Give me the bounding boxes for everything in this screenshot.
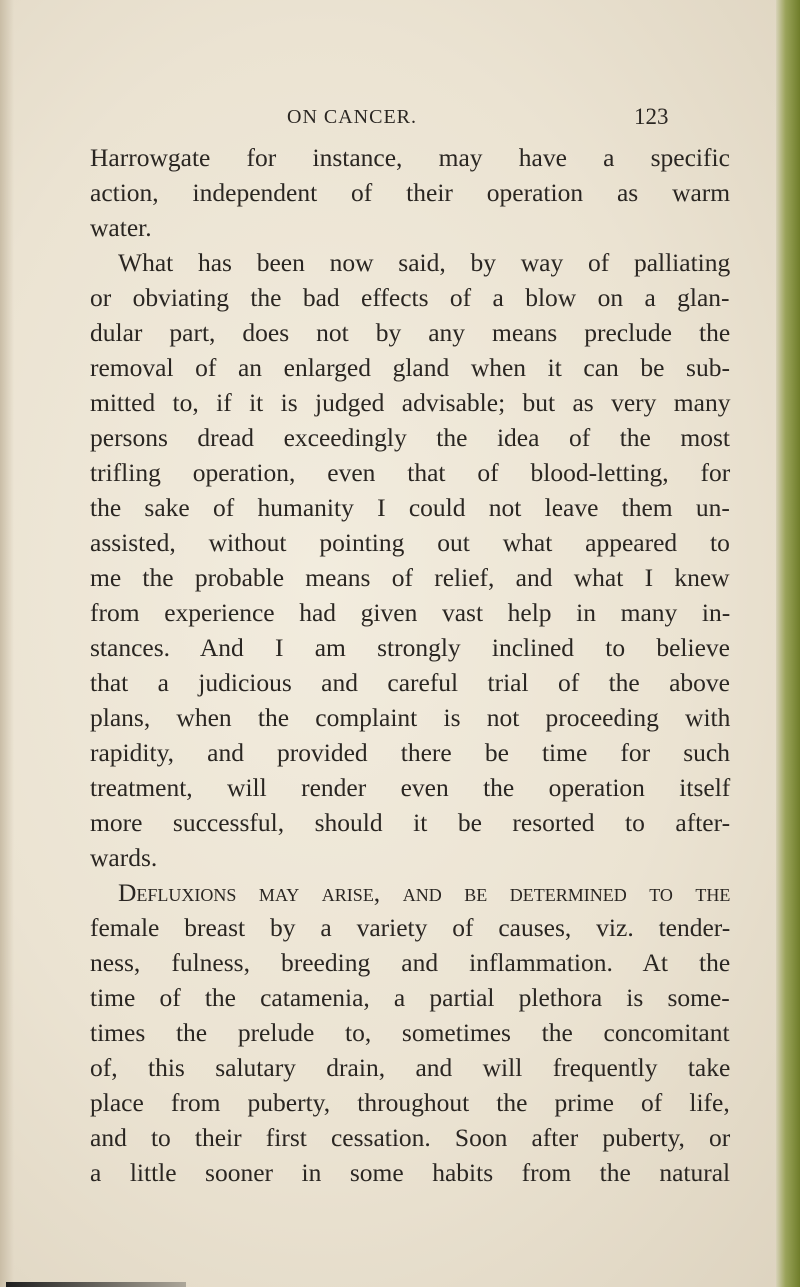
text-line: or obviating the bad effects of a blow on a glan- [90,283,730,312]
text-line: that a judicious and careful trial of the above [90,668,730,697]
text-line: the sake of humanity I could not leave them un- [90,493,730,522]
bottom-edge-mark [6,1282,186,1287]
spine-shadow [0,0,14,1287]
page-edge [776,0,800,1287]
text-line: persons dread exceedingly the idea of the most [90,423,730,452]
text-line: rapidity, and provided there be time for such [90,738,730,767]
text-line: me the probable means of relief, and what I knew [90,563,730,592]
text-line: Harrowgate for instance, may have a specific [90,143,730,172]
text-line: plans, when the complaint is not proceeding with [90,703,731,732]
text-line: removal of an enlarged gland when it can be sub- [90,353,730,382]
text-line: a little sooner in some habits from the natural [90,1158,731,1187]
running-title: ON CANCER. [287,106,418,128]
text-line: ness, fulness, breeding and inflammation. At the [90,948,731,977]
text-line: water. [90,213,152,242]
text-line: assisted, without pointing out what appeared to [90,528,730,557]
text-line: time of the catamenia, a partial plethora is some- [90,983,730,1012]
text-line: of, this salutary drain, and will frequently take [90,1053,731,1082]
text-line: more successful, should it be resorted to after- [90,808,731,837]
text-line: What has been now said, by way of palliating [118,248,731,277]
text-line: action, independent of their operation as warm [90,178,731,207]
text-line: treatment, will render even the operation itself [90,773,731,802]
text-line: Defluxions may arise, and be determined to the [118,878,731,907]
text-line: and to their first cessation. Soon after puberty, or [90,1123,731,1152]
text-line: from experience had given vast help in many in- [90,598,731,627]
page-number: 123 [634,104,669,129]
text-line: wards. [90,843,158,872]
text-line: stances. And I am strongly inclined to believe [90,633,730,662]
text-line: times the prelude to, sometimes the concomitant [90,1018,730,1047]
text-line: dular part, does not by any means preclude the [90,318,731,347]
text-line: place from puberty, throughout the prime of life, [90,1088,730,1117]
text-line: mitted to, if it is judged advisable; but as very many [90,388,731,417]
page-header [0,100,800,140]
text-line: trifling operation, even that of blood-letting, for [90,458,731,487]
text-line: female breast by a variety of causes, viz. tender- [90,913,731,942]
